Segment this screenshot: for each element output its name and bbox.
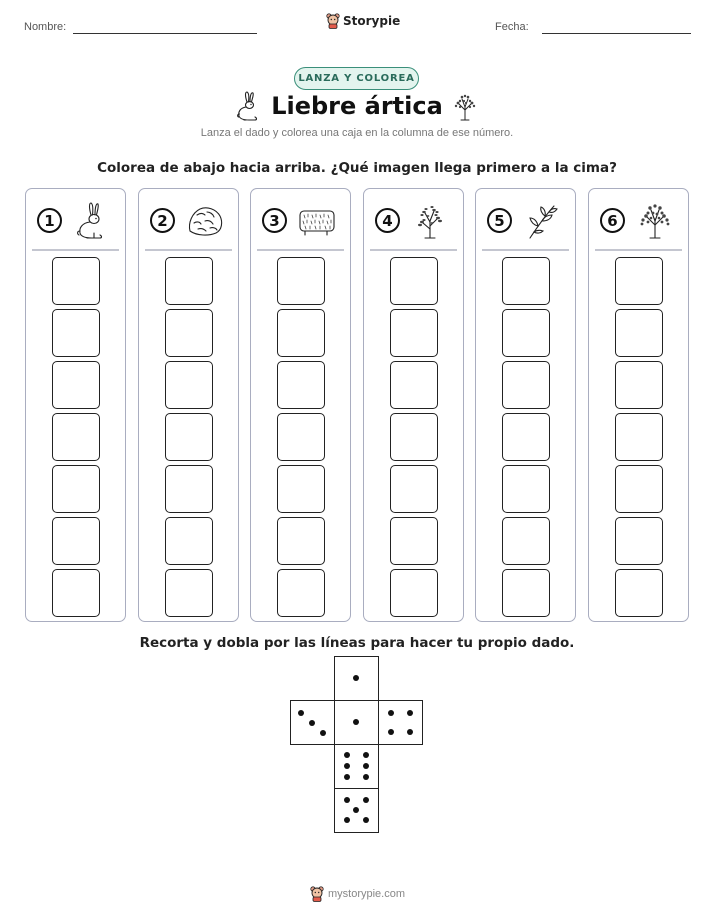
color-box[interactable] <box>502 517 550 565</box>
color-box[interactable] <box>502 569 550 617</box>
color-box[interactable] <box>502 309 550 357</box>
color-box[interactable] <box>165 413 213 461</box>
column-3 <box>250 188 351 622</box>
color-box[interactable] <box>615 413 663 461</box>
column-divider <box>370 249 457 251</box>
color-box[interactable] <box>52 257 100 305</box>
color-box[interactable] <box>502 361 550 409</box>
footer-url[interactable]: mystorypie.com <box>328 888 406 900</box>
date-label: Fecha: <box>495 21 529 33</box>
die-pip <box>363 752 369 758</box>
die-face-five <box>334 788 379 833</box>
die-pip <box>353 719 359 725</box>
die-pip <box>344 774 350 780</box>
die-pip <box>309 720 315 726</box>
page-title: Liebre ártica <box>271 92 443 120</box>
die-pip <box>344 763 350 769</box>
column-divider <box>145 249 232 251</box>
column-5 <box>475 188 576 622</box>
color-box[interactable] <box>277 413 325 461</box>
die-pip <box>363 763 369 769</box>
moss-patch-icon <box>297 201 337 241</box>
die-pip <box>363 774 369 780</box>
die-pip <box>298 710 304 716</box>
color-box[interactable] <box>615 309 663 357</box>
color-box[interactable] <box>615 361 663 409</box>
color-box[interactable] <box>615 517 663 565</box>
color-instruction: Colorea de abajo hacia arriba. ¿Qué imagen llega primero a la cima? <box>97 160 617 176</box>
column-number: 4 <box>375 208 400 233</box>
column-divider <box>482 249 569 251</box>
bush-icon <box>635 201 675 241</box>
color-box[interactable] <box>165 465 213 513</box>
subtitle: Lanza el dado y colorea una caja en la columna de ese número. <box>200 127 514 139</box>
color-box[interactable] <box>390 309 438 357</box>
column-number: 6 <box>600 208 625 233</box>
die-face-six <box>334 744 379 789</box>
column-divider <box>595 249 682 251</box>
color-box[interactable] <box>165 257 213 305</box>
column-divider <box>32 249 119 251</box>
color-box[interactable] <box>502 257 550 305</box>
column-2 <box>138 188 239 622</box>
die-face-one <box>334 656 379 701</box>
color-box[interactable] <box>52 465 100 513</box>
name-label: Nombre: <box>24 21 67 33</box>
color-box[interactable] <box>277 309 325 357</box>
dice-instruction: Recorta y dobla por las líneas para hacer tu propio dado. <box>139 635 575 651</box>
color-box[interactable] <box>390 465 438 513</box>
storypie-bear-logo-icon <box>310 886 324 902</box>
footer <box>310 886 405 902</box>
die-face-four <box>378 700 423 745</box>
color-box[interactable] <box>390 517 438 565</box>
date-line[interactable] <box>542 33 691 34</box>
column-1 <box>25 188 126 622</box>
color-box[interactable] <box>615 257 663 305</box>
color-box[interactable] <box>390 361 438 409</box>
color-box[interactable] <box>277 517 325 565</box>
color-box[interactable] <box>502 413 550 461</box>
die-pip <box>353 807 359 813</box>
color-box[interactable] <box>615 465 663 513</box>
name-line[interactable] <box>73 33 257 34</box>
brand-name: Storypie <box>343 14 401 28</box>
die-pip <box>407 710 413 716</box>
die-pip <box>353 675 359 681</box>
column-number: 1 <box>37 208 62 233</box>
color-box[interactable] <box>165 517 213 565</box>
activity-badge: LANZA Y COLOREA <box>294 67 419 90</box>
color-box[interactable] <box>165 309 213 357</box>
die-pip <box>344 797 350 803</box>
color-box[interactable] <box>52 309 100 357</box>
column-number: 3 <box>262 208 287 233</box>
snow-rock-icon <box>185 201 225 241</box>
die-pip <box>344 817 350 823</box>
color-box[interactable] <box>615 569 663 617</box>
bush-icon <box>450 92 480 122</box>
color-box[interactable] <box>52 569 100 617</box>
color-box[interactable] <box>165 569 213 617</box>
color-box[interactable] <box>165 361 213 409</box>
color-box[interactable] <box>390 413 438 461</box>
color-box[interactable] <box>502 465 550 513</box>
color-box[interactable] <box>52 361 100 409</box>
die-pip <box>388 729 394 735</box>
die-pip <box>363 797 369 803</box>
die-face-three <box>290 700 335 745</box>
column-number: 2 <box>150 208 175 233</box>
column-number: 5 <box>487 208 512 233</box>
die-pip <box>344 752 350 758</box>
brand-logo <box>326 13 400 29</box>
color-box[interactable] <box>52 517 100 565</box>
color-box[interactable] <box>277 465 325 513</box>
arctic-hare-icon <box>72 201 112 241</box>
die-pip <box>388 710 394 716</box>
color-box[interactable] <box>390 569 438 617</box>
willow-shrub-icon <box>410 201 450 241</box>
color-box[interactable] <box>277 257 325 305</box>
storypie-bear-logo-icon <box>326 13 340 29</box>
column-6 <box>588 188 689 622</box>
twig-icon <box>522 201 562 241</box>
die-face-one <box>334 700 379 745</box>
color-box[interactable] <box>277 569 325 617</box>
die-pip <box>407 729 413 735</box>
column-divider <box>257 249 344 251</box>
color-box[interactable] <box>52 413 100 461</box>
die-pip <box>363 817 369 823</box>
color-box[interactable] <box>277 361 325 409</box>
column-4 <box>363 188 464 622</box>
color-box[interactable] <box>390 257 438 305</box>
die-pip <box>320 730 326 736</box>
